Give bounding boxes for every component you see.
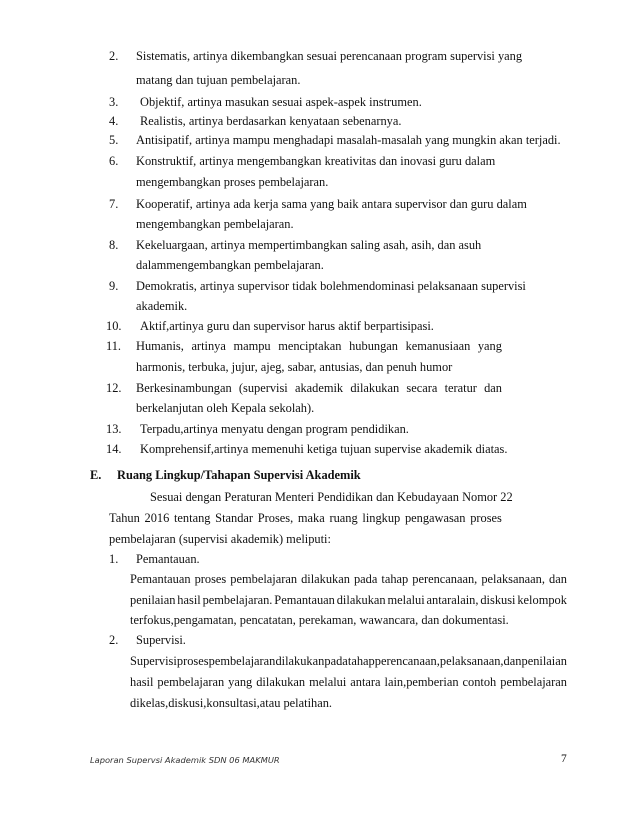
body-line: terfokus,pengamatan, pencatatan, perekaman, wawancara, dan dokumentasi. bbox=[130, 613, 509, 627]
word: dilakukan bbox=[256, 675, 306, 689]
word: diskusi bbox=[480, 593, 516, 607]
word: Tahun bbox=[109, 511, 140, 525]
list-line: Antisipatif, artinya mampu menghadapi masalah-masalah yang mungkin akan terjadi. bbox=[136, 133, 561, 147]
list-line: Demokratis, artinya supervisor tidak bolehmendominasi pelaksanaan supervisi bbox=[136, 279, 526, 293]
word: pembelajaran bbox=[500, 675, 567, 689]
word: yang bbox=[477, 339, 502, 353]
page-number: 7 bbox=[561, 753, 567, 765]
word: pada bbox=[324, 654, 348, 668]
word: proses bbox=[470, 511, 502, 525]
word: antara bbox=[350, 675, 381, 689]
list-line: Konstruktif, artinya mengembangkan kreativitas dan inovasi guru dalam bbox=[136, 154, 496, 168]
word: Pemantauan bbox=[274, 593, 335, 607]
word: Standar bbox=[215, 511, 254, 525]
body-line-justified bbox=[130, 572, 567, 586]
list-number: 10. bbox=[106, 319, 122, 333]
subitem-title: Supervisi. bbox=[136, 633, 186, 647]
word: tahap bbox=[347, 654, 375, 668]
footer-title: Laporan Supervsi Akademik SDN 06 MAKMUR bbox=[90, 755, 280, 765]
list-line: Komprehensif,artinya memenuhi ketiga tujuan supervise akademik diatas. bbox=[140, 442, 508, 456]
word: perencanaan, bbox=[374, 654, 440, 668]
word: menciptakan bbox=[278, 339, 342, 353]
word: teratur bbox=[444, 381, 477, 395]
word: pembelajaran. bbox=[202, 593, 273, 607]
list-number: 14. bbox=[106, 442, 122, 456]
list-line: dalammengembangkan pembelajaran. bbox=[136, 258, 324, 272]
word: dan bbox=[549, 572, 567, 586]
word: hubungan bbox=[349, 339, 398, 353]
word: pengawasan bbox=[404, 511, 466, 525]
word: pada bbox=[353, 572, 378, 586]
word: Pemantauan bbox=[130, 572, 191, 586]
word: penilaian bbox=[130, 593, 176, 607]
list-number: 11. bbox=[106, 339, 122, 353]
word: secara bbox=[406, 381, 438, 395]
list-number: 5. bbox=[109, 133, 119, 147]
list-line: Objektif, artinya masukan sesuai aspek-aspek instrumen. bbox=[140, 95, 422, 109]
body-line-justified bbox=[130, 675, 567, 689]
list-number: 4. bbox=[109, 114, 119, 128]
word: hasil bbox=[177, 593, 201, 607]
word: proses bbox=[194, 572, 227, 586]
list-line: Sistematis, artinya dikembangkan sesuai perencanaan program supervisi yang bbox=[136, 49, 523, 63]
list-number: 2. bbox=[109, 49, 119, 63]
word: lain,pemberian bbox=[384, 675, 459, 689]
list-number: 7. bbox=[109, 197, 119, 211]
list-line: akademik. bbox=[136, 299, 188, 313]
word: kelompok bbox=[517, 593, 567, 607]
word: tentang bbox=[173, 511, 211, 525]
word: pembelajaran bbox=[208, 654, 276, 668]
word: perencanaan, bbox=[412, 572, 478, 586]
list-line-justified bbox=[136, 381, 502, 395]
word: Proses, bbox=[257, 511, 294, 525]
list-line: mengembangkan proses pembelajaran. bbox=[136, 175, 329, 189]
word: (supervisi bbox=[238, 381, 288, 395]
list-line: Aktif,artinya guru dan supervisor harus aktif berpartisipasi. bbox=[140, 319, 434, 333]
section-title: Ruang Lingkup/Tahapan Supervisi Akademik bbox=[117, 468, 361, 482]
word: proses bbox=[176, 654, 209, 668]
list-number: 3. bbox=[109, 95, 119, 109]
word: yang bbox=[228, 675, 253, 689]
word: Berkesinambungan bbox=[136, 381, 232, 395]
list-line: Kekeluargaan, artinya mempertimbangkan saling asah, asih, dan asuh bbox=[136, 238, 482, 252]
list-number: 13. bbox=[106, 422, 122, 436]
list-line: Realistis, artinya berdasarkan kenyataan sebenarnya. bbox=[140, 114, 402, 128]
subitem-number: 2. bbox=[109, 633, 119, 647]
list-number: 8. bbox=[109, 238, 119, 252]
word: penilaian bbox=[521, 654, 567, 668]
word: dan bbox=[484, 381, 502, 395]
word: ruang bbox=[329, 511, 358, 525]
body-line-justified bbox=[130, 593, 567, 607]
word: dilakukan bbox=[336, 593, 386, 607]
list-line: harmonis, terbuka, jujur, ajeg, sabar, antusias, dan penuh humor bbox=[136, 360, 453, 374]
body-line-justified bbox=[130, 654, 567, 668]
word: melalui bbox=[309, 675, 347, 689]
intro-line: pembelajaran (supervisi akademik) meliputi: bbox=[109, 532, 331, 546]
word: dilakukan bbox=[275, 654, 325, 668]
section-letter: E. bbox=[90, 468, 102, 482]
word: maka bbox=[297, 511, 325, 525]
word: akademik bbox=[294, 381, 344, 395]
word: tahap bbox=[381, 572, 409, 586]
word: contoh bbox=[462, 675, 497, 689]
word: pelaksanaan,dan bbox=[439, 654, 522, 668]
list-line: mengembangkan pembelajaran. bbox=[136, 217, 294, 231]
word: lingkup bbox=[362, 511, 401, 525]
word: kemanusiaan bbox=[405, 339, 471, 353]
list-line: berkelanjutan oleh Kepala sekolah). bbox=[136, 401, 315, 415]
word: 2016 bbox=[144, 511, 170, 525]
intro-line: Sesuai dengan Peraturan Menteri Pendidikan dan Kebudayaan Nomor 22 bbox=[150, 490, 513, 504]
word: pembelajaran bbox=[230, 572, 298, 586]
word: artinya bbox=[191, 339, 226, 353]
intro-line-justified bbox=[109, 511, 502, 525]
word: pembelajaran bbox=[157, 675, 225, 689]
list-line: Kooperatif, artinya ada kerja sama yang baik antara supervisor dan guru dalam bbox=[136, 197, 527, 211]
word: dilakukan bbox=[350, 381, 400, 395]
word: melalui bbox=[387, 593, 425, 607]
word: antaralain, bbox=[426, 593, 479, 607]
list-line-justified bbox=[136, 339, 502, 353]
list-number: 12. bbox=[106, 381, 122, 395]
word: dilakukan bbox=[301, 572, 350, 586]
list-number: 6. bbox=[109, 154, 119, 168]
list-line: Terpadu,artinya menyatu dengan program pendidikan. bbox=[140, 422, 409, 436]
word: pelaksanaan, bbox=[481, 572, 545, 586]
word: Supervisi bbox=[130, 654, 177, 668]
word: hasil bbox=[130, 675, 154, 689]
list-line: matang dan tujuan pembelajaran. bbox=[136, 73, 301, 87]
body-line: dikelas,diskusi,konsultasi,atau pelatihan. bbox=[130, 696, 333, 710]
list-number: 9. bbox=[109, 279, 119, 293]
subitem-number: 1. bbox=[109, 552, 119, 566]
word: mampu bbox=[233, 339, 271, 353]
word: Humanis, bbox=[136, 339, 184, 353]
subitem-title: Pemantauan. bbox=[136, 552, 200, 566]
